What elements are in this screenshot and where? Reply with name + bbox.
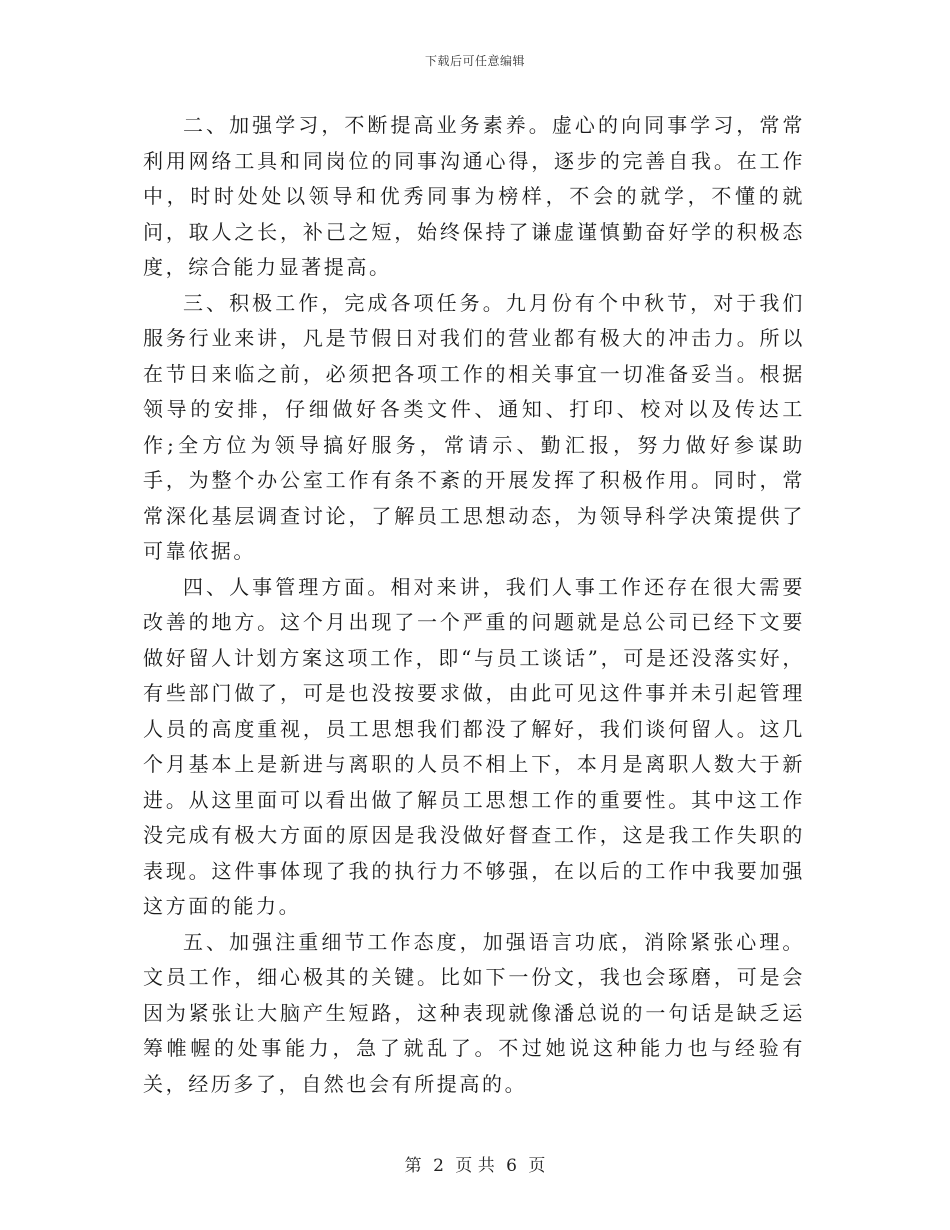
- page-current: 2: [433, 1156, 444, 1176]
- page-mid: 页 共: [455, 1156, 495, 1176]
- paragraph-work-tasks: 三、积极工作，完成各项任务。九月份有个中秋节，对于我们服务行业来讲，凡是节假日对我们的营业都有极大的冲击力。所以在节日来临之前，必须把各项工作的相关事宜一切准备妥当。根据领导的安排，仔细做好各类文件、通知、打印、校对以及传达工作;全方位为领导搞好服务，常请示、勤汇报，努力做好参谋助手，为整个办公室工作有条不紊的开展发挥了积极作用。同时，常常深化基层调查讨论，了解员工思想动态，为领导科学决策提供了可靠依据。: [143, 290, 805, 563]
- page-prefix: 第: [404, 1156, 422, 1176]
- paragraph-details: 五、加强注重细节工作态度，加强语言功底，消除紧张心理。文员工作，细心极其的关键。比如下一份文，我也会琢磨，可是会因为紧张让大脑产生短路，这种表现就像潘总说的一句话是缺乏运筹帷幄的处事能力，急了就乱了。不过她说这种能力也与经验有关，经历多了，自然也会有所提高的。: [143, 929, 805, 1096]
- page-number-footer: [0, 1151, 950, 1176]
- header-note: 下载后可任意编辑: [424, 54, 525, 68]
- document-body: [143, 108, 805, 1102]
- page-total: 6: [506, 1156, 517, 1176]
- page-suffix: 页: [528, 1156, 546, 1176]
- paragraph-study: 二、加强学习，不断提高业务素养。虚心的向同事学习，常常利用网络工具和同岗位的同事沟通心得，逐步的完善自我。在工作中，时时处处以领导和优秀同事为榜样，不会的就学，不懂的就问，取人之长，补己之短，始终保持了谦虚谨慎勤奋好学的积极态度，综合能力显著提高。: [143, 113, 805, 279]
- paragraph-personnel: 四、人事管理方面。相对来讲，我们人事工作还存在很大需要改善的地方。这个月出现了一个严重的问题就是总公司已经下文要做好留人计划方案这项工作，即“与员工谈话”，可是还没落实好，有些部门做了，可是也没按要求做，由此可见这件事并未引起管理人员的高度重视，员工思想我们都没了解好，我们谈何留人。这几个月基本上是新进与离职的人员不相上下，本月是离职人数大于新进。从这里面可以看出做了解员工思想工作的重要性。其中这工作没完成有极大方面的原因是我没做好督查工作，这是我工作失职的表现。这件事体现了我的执行力不够强，在以后的工作中我要加强这方面的能力。: [143, 574, 805, 918]
